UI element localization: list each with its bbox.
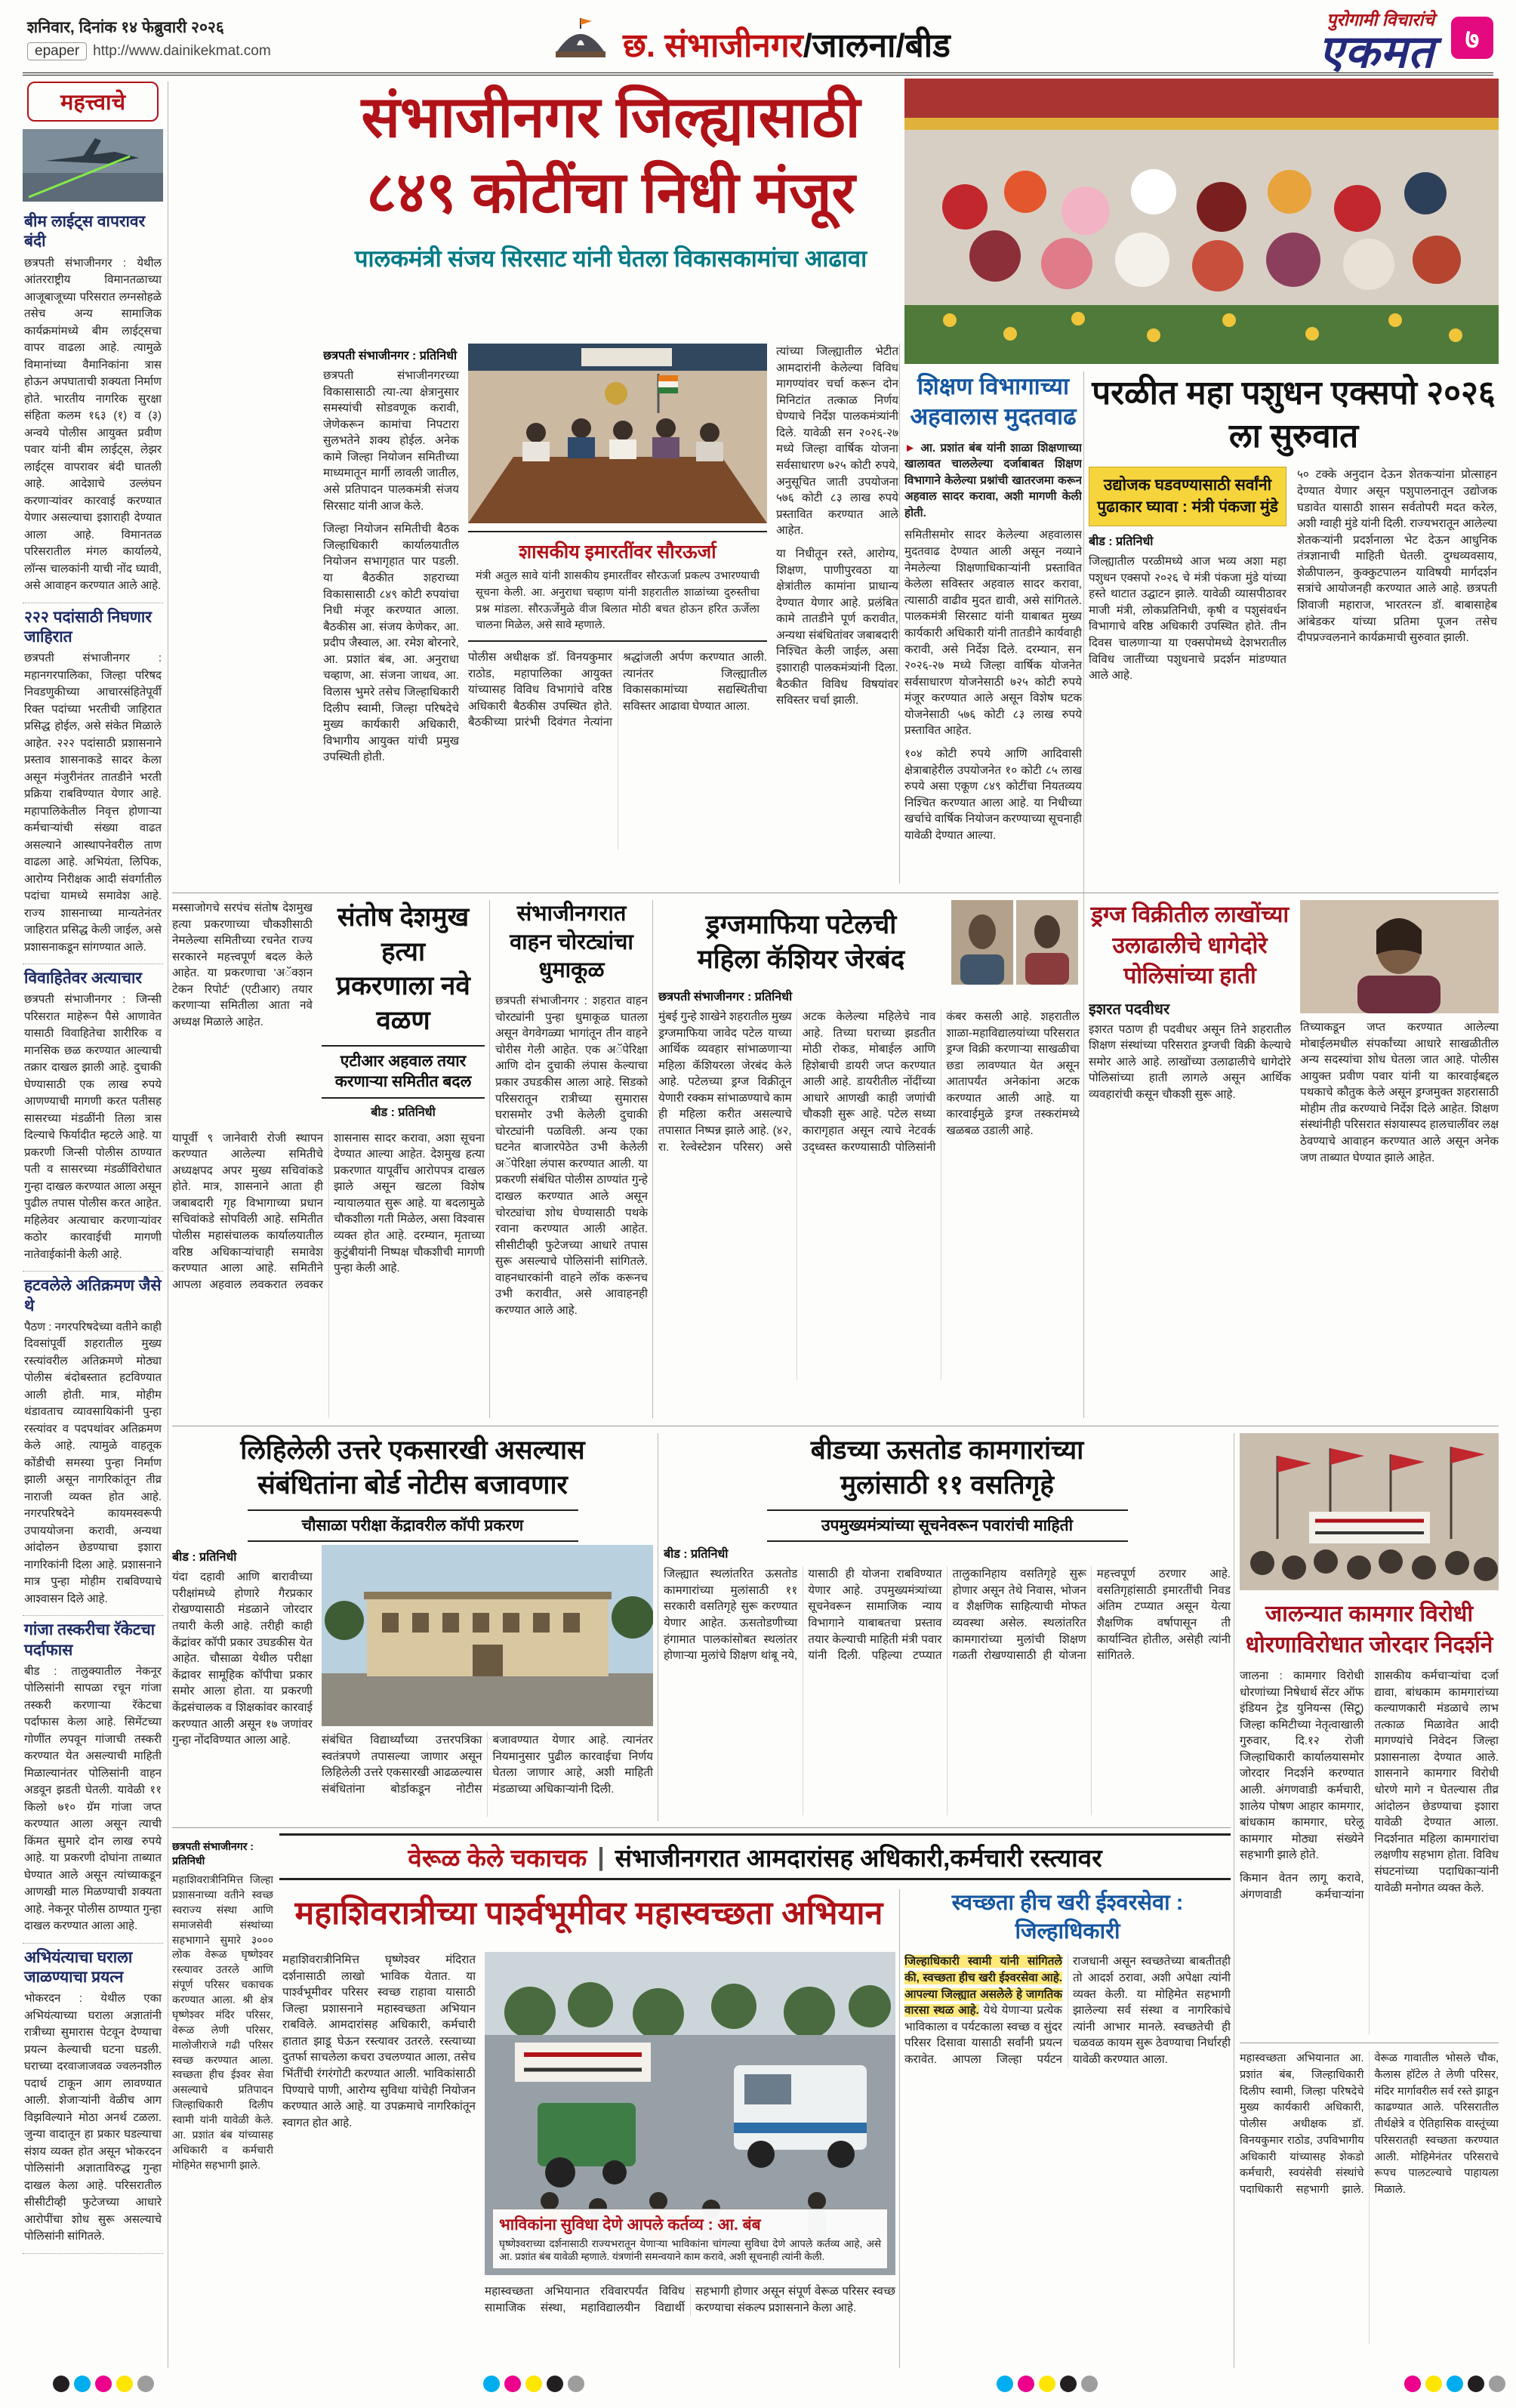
sidebar-article-headline: बीम लाईट्स वापरावर बंदी xyxy=(24,213,146,251)
main-story-byline: छत्रपती संभाजीनगर : प्रतिनिधी xyxy=(323,350,458,362)
main-story-col4 xyxy=(776,344,898,883)
pankaja-munde-quote-box: उद्योजक घडवण्यासाठी सर्वांनी पुढाकार घ्यावा : मंत्री पंकजा मुंडे xyxy=(1089,467,1286,526)
sidebar-article-headline: २२२ पदांसाठी निघणार जाहिरात xyxy=(24,608,152,646)
solar-inset-box xyxy=(468,531,767,642)
main-story-paragraph: त्यांच्या जिल्ह्यातील भेटीत आमदारांनी केलेल्या विविध मागण्यांवर चर्चा करून दोन मिनिटांत तत्काळ निर्णय घेण्याचे निर्देश पालकमंत्र्यांनी दिले. यावेळी सन २०२६-२७ मध्ये जिल्हा वार्षिक योजना सर्वसाधारण ७२५ कोटी रुपये, अनुसूचित जाती उपयोजना ५७६ कोटी ८३ लाख रुपये प्रस्तावित करण्यात आले आहेत. xyxy=(776,345,898,538)
section-rule xyxy=(172,1827,1231,1828)
pashudhan-byline: बीड : प्रतिनिधी xyxy=(1089,535,1154,549)
suspect-mugshot-photo xyxy=(1016,900,1078,985)
sidebar-article xyxy=(23,208,163,603)
exam-center-photo xyxy=(322,1545,653,1726)
main-story-body xyxy=(323,344,898,883)
copy-case-body: यंदा दहावी आणि बारावीच्या परीक्षांमध्ये होणारे गैरप्रकार रोखण्यासाठी मंडळाने जोरदार तयारी केली आहे. तरीही काही केंद्रांवर कॉपी प्रकार उघडकीस येत आहेत. चौसाळा येथील परीक्षा केंद्रावर सामूहिक कॉपीचा प्रकार समोर आला होता. या प्रकरणी केंद्रसंचालक व शिक्षकांवर कारवाई करण्यात आली असून १७ जणांवर गुन्हा नोंदविण्यात आला आहे. xyxy=(172,1571,313,1747)
sidebar-section-title: महत्त्वाचे xyxy=(27,82,159,122)
copy-case-headline-line1: लिहिलेली उत्तरे एकसारखी असल्यास xyxy=(240,1435,585,1465)
cleanup-continuation: महास्वच्छता अभियानात आ. प्रशांत बंब, जिल्हाधिकारी दिलीप स्वामी, जिल्हा परिषदेचे मुख्य कार्यकारी अधिकारी, पोलीस अधीक्षक डॉ. विनयकुमार राठोड, उपविभागीय अधिकारी यांच्यासह शेकडो कर्मचारी, स्वयंसेवी संस्थांचे पदाधिकारी सहभागी झाले. वेरूळ गावातील भोसले चौक, कैलास हॉटेल ते लेणी परिसर, मंदिर मार्गावरील सर्व रस्ते झाडून काढण्यात आले. परिसरातील तीर्थक्षेत्रे व ऐतिहासिक वास्तूंच्या परिसरातही स्वच्छता करण्यात आली. मोहिमेनंतर परिसराचे रूपच पालटल्याचे पाहायला मिळाले. xyxy=(1240,2052,1499,2196)
verul-strip xyxy=(279,1833,1231,1880)
main-story-center xyxy=(468,344,767,883)
santosh-headline-line1: संतोष देशमुख हत्या xyxy=(337,902,470,967)
edition-title xyxy=(623,21,951,66)
education-body: १०४ कोटी रुपये आणि आदिवासी क्षेत्राबाहेरील उपयोजनेत १० कोटी ८५ लाख रुपये असा एकूण ८४९ कोटींचा नियतव्यय निश्चित करण्यात आला आहे. या निधीच्या खर्चाचे वार्षिक नियोजन करण्याच्या सूचनाही यावेळी देण्यात आल्या. xyxy=(904,748,1082,842)
sidebar-article-headline: अभियंत्याचा घराला जाळण्याचा प्रयत्न xyxy=(24,1948,133,1986)
copy-case-col1 xyxy=(172,1545,313,1821)
jalna-protest-photo xyxy=(1240,1433,1499,1590)
print-registration-marks xyxy=(997,2376,1098,2392)
cleanup-drive-photo xyxy=(485,1952,895,2275)
pashudhan-headline: परळीत महा पशुधन एक्सपो २०२६ ला सुरुवात xyxy=(1092,375,1496,455)
brand-tagline: पुरोगामी विचारांचे xyxy=(1326,10,1434,29)
edition-main: छ. संभाजीनगर xyxy=(623,27,803,64)
main-headline-line2: ८४९ कोटींचा निधी मंजूर xyxy=(366,161,855,226)
drug-cashier-article xyxy=(658,900,1080,1418)
hostels-headline-line1: बीडच्या ऊसतोड कामगारांच्या xyxy=(810,1435,1084,1465)
suspect-mugshot-photo xyxy=(951,900,1013,985)
santosh-intro-col: मस्साजोगचे सरपंच संतोष देशमुख हत्या प्रकरणाच्या चौकशीसाठी नेमलेल्या समितीच्या रचनेत राज्य सरकारने महत्त्वपूर्ण बदल केले आहेत. या प्रकरणाचा 'अॅक्शन टेकन रिपोर्ट' (एटीआर) तयार करणाऱ्या समितीला आता नवे अध्यक्ष मिळाले आहेत. xyxy=(172,902,313,1029)
sidebar-article xyxy=(23,1272,163,1616)
cleanup-below-photo xyxy=(485,2283,895,2368)
sidebar-article-body: बीड : तालुक्यातील नेकनूर पोलिसांनी सापळा रचून गांजा तस्करी करणाऱ्या रॅकेटचा पर्दाफास केला आहे. सिमेंटच्या गोणींत लपवून गांजाची तस्करी करण्यात येत असल्याची माहिती मिळाल्यानंतर पोलिसांनी वाहन अडवून झडती घेतली. यावेळी ११ किलो ७१० ग्रॅम गांजा जप्त करण्यात आला असून त्याची किंमत सुमारे दोन लाख रुपये आहे. या प्रकरणी दोघांना ताब्यात घेण्यात आले असून त्यांच्याकडून आणखी माल मिळण्याची शक्यता आहे. नेकनूर पोलीस ठाण्यात गुन्हा दाखल करण्यात आला आहे. xyxy=(24,1664,162,1933)
column-rule xyxy=(899,1889,900,2368)
collector-headline: स्वच्छता हीच खरी ईश्वरसेवा : जिल्हाधिकारी xyxy=(951,1891,1184,1944)
solar-inset-title: शासकीय इमारतींवर सौरऊर्जा xyxy=(519,541,716,563)
bullet-arrow-icon: ► xyxy=(904,441,917,455)
airplane-laser-photo xyxy=(23,129,163,202)
copy-case-article xyxy=(172,1433,653,1821)
sidebar-article-body: भोकरदन : येथील एका अभियंत्याच्या घराला अज्ञातांनी रात्रीच्या सुमारास पेटवून देण्याचा प्रयत्न केल्याची घटना घडली. घराच्या दरवाजाजवळ ज्वलनशील पदार्थ टाकून आग लावण्यात आली. शेजाऱ्यांनी वेळीच आग विझविल्याने मोठा अनर्थ टळला. जुन्या वादातून हा प्रकार घडल्याचा संशय व्यक्त होत असून भोकरदन पोलिसांनी अज्ञाताविरुद्ध गुन्हा दाखल केला आहे. परिसरातील सीसीटीव्ही फुटेजच्या आधारे आरोपींचा शोध सुरू असल्याचे पोलिसांनी सांगितले. xyxy=(24,1992,162,2243)
sidebar-article-body: छत्रपती संभाजीनगर : महानगरपालिका, जिल्हा परिषद निवडणुकीच्या आचारसंहितेपूर्वी रिक्त पदांच्या भरतीची जाहिरात प्रसिद्ध होईल, असे संकेत मिळाले आहेत. २२२ पदांसाठी प्रशासनाने प्रस्ताव शासनाकडे सादर केला असून मंजुरीनंतर तातडीने भरती प्रक्रिया राबविण्यात येणार आहे. महापालिकेतील निवृत्त होणाऱ्या कर्मचाऱ्यांची संख्या वाढत असल्याने आस्थापनेवरील ताण वाढला आहे. अभियंता, लिपिक, आरोग्य निरीक्षक आदी संवर्गातील पदांचा यामध्ये समावेश आहे. राज्य शासनाच्या मान्यतेनंतर जाहिरात प्रसिद्ध केली जाईल, असे प्रशासनाकडून सांगण्यात आले. xyxy=(24,652,162,954)
hostels-byline: बीड : प्रतिनिधी xyxy=(664,1548,729,1562)
pashudhan-col-left xyxy=(1089,467,1286,859)
sidebar-article-body: छत्रपती संभाजीनगर : जिन्सी परिसरात माहेरून पैसे आणावेत यासाठी विवाहितेचा शारीरिक व मानसिक छळ करण्यात आल्याची तक्रार दाखल झाली आहे. दुचाकी घेण्यासाठी एक लाख रुपये आणण्याची मागणी करत पतीसह सासरच्या मंडळींनी तिला त्रास दिल्याचे फिर्यादीत म्हटले आहे. या प्रकरणी जिन्सी पोलीस ठाण्यात पती व सासरच्या मंडळींविरोधात गुन्हा दाखल करण्यात आला असून पुढील तपास पोलीस करत आहेत. महिलेवर अत्याचार करणाऱ्यांवर कठोर कारवाईची मागणी नातेवाईकांनी केली आहे. xyxy=(24,993,162,1261)
sidebar-article xyxy=(23,1616,163,1944)
santosh-byline: बीड : प्रतिनिधी xyxy=(371,1105,436,1119)
drug-cashier-body: मुंबई गुन्हे शाखेने शहरातील मुख्य ड्रग्जमाफिया जावेद पटेल याच्या आर्थिक व्यवहार सांभाळणाऱ्या महिला कॅशियरला जेरबंद केले आहे. पटेलच्या ड्रग्ज विक्रीतून येणारी रक्कम सांभाळण्याचे काम ही महिला करीत असल्याचे तपासात निष्पन्न झाले आहे. (४२, रा. रेल्वेस्टेशन परिसर) असे अटक केलेल्या महिलेचे नाव आहे. तिच्या घराच्या झडतीत मोठी रोकड, मोबाईल आणि हिशेबाची डायरी जप्त करण्यात आली आहे. डायरीतील नोंदींच्या आधारे आणखी काही जणांची चौकशी सुरू आहे. पटेल सध्या कारागृहात असून त्याचे नेटवर्क उद्ध्वस्त करण्यासाठी पोलिसांनी कंबर कसली आहे. शहरातील शाळा-महाविद्यालयांच्या परिसरात ड्रग्ज विक्री करणाऱ्या साखळीचा छडा लावण्यात येत असून आतापर्यंत अनेकांना अटक करण्यात आली आहे. या कारवाईमुळे ड्रग्ज तस्करांमध्ये खळबळ उडाली आहे. xyxy=(658,1010,1080,1154)
hostels-subhead-box: उपमुख्यमंत्र्यांच्या सूचनेवरून पवारांची माहिती xyxy=(767,1509,1128,1542)
copy-case-subhead-box: चौसाळा परीक्षा केंद्रावरील कॉपी प्रकरण xyxy=(248,1509,578,1542)
cleanup-headline: महाशिवरात्रीच्या पार्श्वभूमीवर महास्वच्छता अभियान xyxy=(294,1895,883,1932)
drug-network-headline: ड्रग्ज विक्रीतील लाखोंच्या उलाढालीचे धागेदोरे पोलिसांच्या हाती xyxy=(1090,902,1290,988)
column-rule xyxy=(1083,372,1084,1418)
verul-strip-divider: | xyxy=(597,1842,605,1870)
main-headline-line1: संभाजीनगर जिल्ह्यासाठी xyxy=(361,85,861,150)
masthead xyxy=(23,10,1493,78)
print-registration-marks xyxy=(483,2376,584,2392)
photo-caption-box xyxy=(492,2209,888,2269)
edition-logo-icon xyxy=(551,12,610,62)
main-story-paragraph: छत्रपती संभाजीनगरच्या विकासासाठी त्या-त्या क्षेत्रानुसार समस्यांची सोडवणूक करावी, जेणेकरून कामांचा निपटारा सुलभतेने शक्य होईल. अनेक कामे जिल्हा नियोजन समितीच्या माध्यमातून मार्गी लावली जातील, असे प्रतिपादन पालकमंत्री संजय सिरसाट यांनी आज केले. xyxy=(323,369,459,513)
santosh-deshmukh-article xyxy=(172,900,485,1418)
ishrat-pathan-photo xyxy=(1300,900,1499,1013)
drug-network-body-left: इशरत पठाण ही पदवीधर असून तिने शहरातील शिक्षण संस्थांच्या परिसरात ड्रग्जची विक्री केल्याचे समोर आले आहे. लाखोंच्या उलाढालीचे धागेदोरे पोलिसांच्या हाती लागले असून आर्थिक व्यवहारांची कसून चौकशी सुरू आहे. xyxy=(1089,1022,1291,1101)
drug-cashier-headline-line2: महिला कॅशियर जेरबंद xyxy=(697,944,905,974)
collector-body: येथे येणाऱ्या प्रत्येक भाविकाला व पर्यटकाला स्वच्छ व सुंदर परिसर दिसावा यासाठी सर्वांनी प्रयत्न करावेत. आपला जिल्हा पर्यटन राजधानी असून स्वच्छतेच्या बाबतीतही तो आदर्श ठरावा, अशी अपेक्षा त्यांनी व्यक्त केली. या मोहिमेत सहभागी झालेल्या सर्व संस्था व नागरिकांचे त्यांनी आभार मानले. स्वच्छतेची ही चळवळ कायम सुरू ठेवण्याचा निर्धारही यावेळी करण्यात आला. xyxy=(904,1955,1231,2066)
main-story-col1 xyxy=(323,344,459,883)
epaper-button[interactable]: epaper xyxy=(27,42,87,60)
santosh-subhead-box: एटीआर अहवाल तयार करणाऱ्या समितीत बदल xyxy=(322,1045,485,1099)
copy-case-below-photo: संबंधित विद्यार्थ्यांच्या उत्तरपत्रिका स्वतंत्रपणे तपासल्या जाणार असून लिहिलेली उत्तरे एकसारखी आढळल्यास संबंधितांना बोर्डाकडून नोटीस बजावण्यात येणार आहे. त्यानंतर नियमानुसार पुढील कारवाईचा निर्णय घेतला जाणार आहे, अशी माहिती मंडळाच्या अधिकाऱ्यांनी दिली. xyxy=(322,1734,653,1796)
hostels-article xyxy=(664,1433,1231,1821)
pashudhan-body-left: जिल्ह्यातील परळीमध्ये आज भव्य अशा महा पशुधन एक्सपो २०२६ चे मंत्री पंकजा मुंडे यांच्या हस्ते थाटात उद्घाटन झाले. यावेळी व्यासपीठावर माजी मंत्री, लोकप्रतिनिधी, कृषी व पशुसंवर्धन विभागाचे वरिष्ठ अधिकारी उपस्थित होते. तीन दिवस चालणाऱ्या या एक्सपोमध्ये देशभरातील विविध जातींच्या पशुधनाचे प्रदर्शन मांडण्यात आले आहे. xyxy=(1089,555,1286,683)
verul-strip-lead: वेरूळ केले चकाचक xyxy=(408,1843,587,1872)
main-story-headline-block xyxy=(323,80,898,274)
expo-inauguration-photo xyxy=(904,79,1499,364)
drug-network-article xyxy=(1089,900,1499,1418)
site-url[interactable]: http://www.dainikekmat.com xyxy=(93,43,271,59)
cleanup-mid-text: महाशिवरात्रीनिमित्त घृष्णेश्वर मंदिरात दर्शनासाठी लाखो भाविक येतात. या पार्श्वभूमीवर परिसर स्वच्छ राहावा यासाठी जिल्हा प्रशासनाने महास्वच्छता अभियान राबविले. आमदारांसह अधिकारी, कर्मचारी हातात झाडू घेऊन रस्त्यावर उतरले. रस्त्याच्या दुतर्फा साचलेला कचरा उचलण्यात आला, तसेच भिंतींची रंगरंगोटी करण्यात आली. भाविकांसाठी पिण्याचे पाणी, आरोग्य सुविधा यांचेही नियोजन करण्यात आले आहे. या उपक्रमाचे नागरिकांतून स्वागत होत आहे. xyxy=(282,1953,476,2129)
sidebar-article-body: पैठण : नगरपरिषदेच्या वतीने काही दिवसांपूर्वी शहरातील मुख्य रस्त्यांवरील अतिक्रमणे मोठ्या पोलीस बंदोबस्तात हटविण्यात आली होती. मात्र, मोहीम थंडावताच व्यावसायिकांनी पुन्हा रस्त्यांवर व पदपथांवर अतिक्रमण केले आहे. त्यामुळे वाहतूक कोंडीची समस्या पुन्हा निर्माण झाली असून नागरिकांतून तीव्र नाराजी व्यक्त होत आहे. नगरपरिषदेने कायमस्वरूपी उपाययोजना करावी, अन्यथा आंदोलन छेडण्याचा इशारा नागरिकांनी दिला आहे. प्रशासनाने मात्र पुन्हा मोहीम राबविण्याचे आश्वासन दिले आहे. xyxy=(24,1320,162,1605)
vehicle-theft-body: छत्रपती संभाजीनगर : शहरात वाहन चोरट्यांनी पुन्हा धुमाकूळ घातला असून वेगवेगळ्या भागांतून तीन वाहने चोरीस गेली आहेत. एक अॅपेरिक्षा आणि दोन दुचाकी लंपास केल्याचा प्रकार उघडकीस आला आहे. सिडको परिसरातून रात्रीच्या सुमारास घरासमोर उभी केलेली दुचाकी चोरट्यांनी पळविली. अन्य एका घटनेत बाजारपेठेत उभी केलेली अॅपेरिक्षा लंपास करण्यात आली. या प्रकरणी संबंधित पोलीस ठाण्यांत गुन्हे दाखल करण्यात आले असून चोरट्यांचा शोध घेण्यासाठी पथके रवाना करण्यात आली आहेत. सीसीटीव्ही फुटेजच्या आधारे तपास सुरू असल्याचे पोलिसांनी सांगितले. वाहनधारकांनी वाहने लॉक करूनच उभी करावीत, असे आवाहनही करण्यात आले आहे. xyxy=(495,994,648,1318)
verul-strip-rest: संभाजीनगरात आमदारांसह अधिकारी,कर्मचारी रस्त्यावर xyxy=(615,1843,1102,1872)
drug-network-body-right: तिच्याकडून जप्त करण्यात आलेल्या मोबाईलमधील संपर्कांच्या आधारे साखळीतील अन्य सदस्यांचा शोध घेतला जात आहे. पोलीस आयुक्त प्रवीण पवार यांनी या कारवाईबद्दल पथकाचे कौतुक केले असून ड्रग्जमुक्त शहरासाठी मोहीम तीव्र करण्याचे निर्देश दिले आहेत. शिक्षण संस्थांनीही परिसरात संशयास्पद हालचालींवर लक्ष ठेवण्याचे आवाहन करण्यात आले असून अनेक जण ताब्यात घेण्यात झाले आहेत. xyxy=(1300,1021,1499,1164)
column-rule xyxy=(652,900,653,1418)
santosh-headline-line2: प्रकरणाला नवे वळण xyxy=(336,971,470,1035)
pashudhan-col-right xyxy=(1297,467,1497,859)
column-rule xyxy=(489,900,490,1418)
main-subheadline: पालकमंत्री संजय सिरसाट यांनी घेतला विकासकामांचा आढावा xyxy=(354,245,867,272)
cleanup-byline: छत्रपती संभाजीनगर : प्रतिनिधी xyxy=(172,1840,254,1867)
sidebar-article-headline: हटवलेले अतिक्रमण जैसे थे xyxy=(24,1277,162,1315)
brand-block xyxy=(1170,10,1434,78)
drug-cashier-byline: छत्रपती संभाजीनगर : प्रतिनिधी xyxy=(658,991,793,1004)
sidebar-article xyxy=(23,964,163,1272)
jalna-paragraph: जालना : कामगार विरोधी धोरणांच्या निषेधार्थ सेंटर ऑफ इंडियन ट्रेड युनियन्स (सिटू) जिल्हा कमिटीच्या नेतृत्वाखाली गुरुवार, दि.१२ रोजी जिल्हाधिकारी कार्यालयासमोर जोरदार निदर्शने करण्यात आली. अंगणवाडी कर्मचारी, शालेय पोषण आहार कामगार, बांधकाम कामगार, घरेलू कामगार मोठ्या संख्येने सहभागी झाले होते. xyxy=(1240,1670,1364,1862)
masthead-rule xyxy=(23,72,1493,76)
main-story-paragraph: या निधीतून रस्ते, आरोग्य, शिक्षण, पाणीपुरवठा या क्षेत्रांतील कामांना प्राधान्य देण्यात येणार आहे. प्रलंबित कामे तातडीने पूर्ण करावीत, अन्यथा संबंधितांवर जबाबदारी निश्चित केली जाईल, असा इशाराही पालकमंत्र्यांनी दिला. बैठकीत विविध विषयांवर सविस्तर चर्चा झाली. xyxy=(776,547,898,708)
sidebar-article xyxy=(23,603,163,965)
sidebar-article-headline: विवाहितेवर अत्याचार xyxy=(24,970,143,987)
cleanup-below-text: महास्वच्छता अभियानात रविवारपर्यंत विविध सामाजिक संस्था, महाविद्यालयीन विद्यार्थी सहभागी होणार असून संपूर्ण वेरूळ परिसर स्वच्छ करण्याचा संकल्प प्रशासनाने केला आहे. xyxy=(485,2285,895,2314)
education-bullet-text: आ. प्रशांत बंब यांनी शाळा शिक्षणाच्या खालावत चाललेल्या दर्जाबाबत शिक्षण विभागाने केलेल्या प्रश्नांची खातरजमा करून अहवाल सादर करावा, अशी मागणी केली होती. xyxy=(904,441,1082,520)
jalna-headline: जालन्यात कामगार विरोधी धोरणाविरोधात जोरदार निदर्शने xyxy=(1245,1602,1493,1657)
sidebar-article-body: छत्रपती संभाजीनगर : येथील आंतरराष्ट्रीय विमानतळाच्या आजूबाजूच्या परिसरात लग्नसोहळे तसेच अन्य सामाजिक कार्यक्रमांमध्ये बीम लाईट्सचा वापर वाढला आहे. त्यामुळे विमानांच्या वैमानिकांना त्रास होऊन अपघाताची शक्यता निर्माण होते. भारतीय नागरिक सुरक्षा संहिता कलम १६३ (१) व (३) अन्वये पोलीस आयुक्त प्रवीण पवार यांनी बीम लाईट्स, लेझर लाईट्स वापरावर बंदी घातली आहे. आदेशाचे उल्लंघन करणाऱ्यांवर कारवाई करण्यात येणार असल्याचा इशाराही देण्यात आला आहे. विमानतळ परिसरातील मंगल कार्यालये, लॉन्स चालकांनी याची नोंद घ्यावी, असे आवाहन करण्यात आले आहे. xyxy=(24,256,162,592)
education-headline: शिक्षण विभागाच्या अहवालास मुदतवाढ xyxy=(910,373,1077,430)
copy-case-byline: बीड : प्रतिनिधी xyxy=(172,1551,237,1565)
main-story-mid-text: पोलीस अधीक्षक डॉ. विनयकुमार राठोड, महापालिका आयुक्त यांच्यासह विविध विभागांचे वरिष्ठ अधिकारी बैठकीस उपस्थित होते. बैठकीच्या प्रारंभी दिवंगत नेत्यांना श्रद्धांजली अर्पण करण्यात आली. त्यानंतर जिल्ह्यातील विकासकामांच्या सद्यस्थितीचा सविस्तर आढावा घेण्यात आला. xyxy=(468,651,767,729)
hostels-headline-line2: मुलांसाठी ११ वसतिगृहे xyxy=(840,1469,1054,1500)
education-report-article xyxy=(904,372,1082,883)
vehicle-theft-headline: संभाजीनगरात वाहन चोरट्यांचा धुमाकूळ xyxy=(510,902,633,983)
date-line: शनिवार, दिनांक १४ फेब्रुवारी २०२६ xyxy=(27,19,224,36)
important-news-sidebar xyxy=(23,82,163,2368)
column-rule xyxy=(899,344,900,883)
sidebar-article xyxy=(23,1944,163,2254)
cleanup-left-col xyxy=(172,1836,273,2368)
education-body: समितीसमोर सादर केलेल्या अहवालास मुदतवाढ देण्यात आली असून नव्याने नेमलेल्या शिक्षणाधिकाऱ्यांनी प्रस्तावित केलेला सविस्तर अहवाल सादर करावा, त्यासाठी वाढीव मुदत द्यावी, असे सांगितले. पालकमंत्री सिरसाट यांनी याबाबत मुख्य कार्यकारी अधिकारी यांनी तातडीने कार्यवाही करावी, असे निर्देश दिले. दरम्यान, सन २०२६-२७ मध्ये जिल्हा वार्षिक योजनेत सर्वसाधारण योजनेसाठी ७२५ कोटी रुपये मंजूर करण्यात आले असून विशेष घटक योजनेसाठी ५७६ कोटी ८३ लाख रुपये प्रस्तावित आहेत. xyxy=(904,529,1082,738)
vehicle-theft-article xyxy=(495,900,648,1418)
pashudhan-body-right: ५० टक्के अनुदान देऊन शेतकऱ्यांना प्रोत्साहन देण्यात येणार असून पशुपालनातून उद्योजक घडावेत यासाठी शासन सर्वतोपरी मदत करेल, अशी ग्वाही मुंडे यांनी दिली. राज्यभरातून आलेल्या शेतकऱ्यांनी प्रदर्शनाला भेट देऊन आधुनिक तंत्रज्ञानाची माहिती घेतली. दुग्धव्यवसाय, शेळीपालन, कुक्कुटपालन याविषयी मार्गदर्शन सत्रांचे आयोजनही करण्यात आले आहे. छत्रपती शिवाजी महाराज, भारतरत्न डॉ. बाबासाहेब आंबेडकर यांच्या प्रतिमा पूजन तसेच दीपप्रज्वलनाने कार्यक्रमाची सुरुवात झाली. xyxy=(1297,468,1497,645)
drug-network-subhead: इशरत पदवीधर xyxy=(1089,1001,1170,1018)
cleanup-left-text: महाशिवरात्रीनिमित्त जिल्हा प्रशासनाच्या वतीने स्वच्छ स्वराज्य संस्था आणि समाजसेवी संस्थांच्या सहभागाने सुमारे ३००० लोक वेरूळ घृष्णेश्वर रस्त्यावर उतरले आणि संपूर्ण परिसर चकाचक करण्यात आला. श्री क्षेत्र घृष्णेश्वर मंदिर परिसर, वेरूळ लेणी परिसर, मालोजीराजे गढी परिसर स्वच्छ करण्यात आला. स्वच्छता हीच ईश्वर सेवा असल्याचे प्रतिपादन जिल्हाधिकारी दिलीप स्वामी यांनी यावेळी केले. आ. प्रशांत बंब यांच्यासह अधिकारी व कर्मचारी मोहिमेत सहभागी झाले. xyxy=(172,1873,273,2171)
cleanup-mid-col xyxy=(282,1952,476,2368)
print-registration-marks xyxy=(1404,2376,1505,2392)
epaper-line xyxy=(27,42,271,60)
brand-name: एकमत xyxy=(1318,26,1434,78)
drug-cashier-headline-line1: ड्रग्जमाफिया पटेलची xyxy=(705,910,897,939)
santosh-body: यापूर्वी ९ जानेवारी रोजी स्थापन करण्यात आलेल्या समितीचे अध्यक्षपद अपर मुख्य सचिवांकडे होते. मात्र, शासनाने आता ही जबाबदारी गृह विभागाच्या प्रधान सचिवांकडे सोपविली आहे. समितीत पोलीस महासंचालक कार्यालयातील वरिष्ठ अधिकाऱ्यांचाही समावेश करण्यात आला आहे. समितीने आपला अहवाल लवकरात लवकर शासनास सादर करावा, अशा सूचना देण्यात आल्या आहेत. देशमुख हत्या प्रकरणात यापूर्वीच आरोपपत्र दाखल झाले असून खटला विशेष न्यायालयात सुरू आहे. या बदलामुळे चौकशीला गती मिळेल, असा विश्वास व्यक्त होत आहे. दरम्यान, मृताच्या कुटुंबीयांनी निष्पक्ष चौकशीची मागणी पुन्हा केली आहे. xyxy=(172,1131,485,1291)
copy-case-headline-line2: संबंधितांना बोर्ड नोटीस बजावणार xyxy=(257,1469,568,1500)
planning-meeting-photo xyxy=(468,344,767,523)
collector-highlight: जिल्हाधिकारी स्वामी यांनी सांगितले की, स्वच्छता हीच खरी ईश्वरसेवा आहे. आपल्या जिल्ह्यात असलेले हे जागतिक वारसा स्थळ आहे. xyxy=(904,1955,1062,2018)
caption-title: भाविकांना सुविधा देणे आपले कर्तव्य : आ. बंब xyxy=(499,2215,761,2234)
jalna-protest-article xyxy=(1240,1433,1499,2368)
edition-rest: /जालना/बीड xyxy=(803,27,951,64)
hostels-body: जिल्ह्यात स्थलांतरित ऊसतोड कामगारांच्या मुलांसाठी ११ सरकारी वसतिगृहे सुरू करण्यात येणार आहेत. ऊसतोडणीच्या हंगामात पालकांसोबत स्थलांतर होणाऱ्या मुलांचे शिक्षण थांबू नये, यासाठी ही योजना राबविण्यात येणार आहे. उपमुख्यमंत्र्यांच्या सूचनेवरून सामाजिक न्याय विभागाने याबाबतचा प्रस्ताव तयार केल्याची माहिती मंत्री पवार यांनी दिली. पहिल्या टप्प्यात तालुकानिहाय वसतिगृहे सुरू होणार असून तेथे निवास, भोजन व शैक्षणिक साहित्याची मोफत व्यवस्था असेल. स्थलांतरित कामगारांच्या मुलांची शिक्षण गळती रोखण्यासाठी ही योजना महत्त्वपूर्ण ठरणार आहे. वसतिगृहांसाठी इमारतींची निवड अंतिम टप्प्यात असून येत्या शैक्षणिक वर्षापासून ती कार्यान्वित होतील, असेही त्यांनी सांगितले. xyxy=(664,1568,1231,1663)
jalna-body xyxy=(1240,1668,1499,2035)
jalna-paragraph: किमान वेतन लागू करावे, अंगणवाडी कर्मचाऱ्यांना शासकीय कर्मचाऱ्यांचा दर्जा द्यावा, बांधकाम कामगारांच्या कल्याणकारी मंडळाचे लाभ तत्काळ मिळावेत आदी मागण्यांचे निवेदन जिल्हा प्रशासनाला देण्यात आले. शासनाने कामगार विरोधी धोरणे मागे न घेतल्यास तीव्र आंदोलन छेडण्याचा इशारा यावेळी देण्यात आला. निदर्शनात महिला कामगारांचा लक्षणीय सहभाग होता. विविध संघटनांच्या पदाधिकाऱ्यांनी यावेळी मनोगत व्यक्त केले. xyxy=(1240,1670,1499,1901)
pashudhan-expo-article xyxy=(1089,372,1499,883)
caption-body: घृष्णेश्वराच्या दर्शनासाठी राज्यभरातून येणाऱ्या भाविकांना चांगल्या सुविधा देणे आपले कर्तव्य आहे, असे आ. प्रशांत बंब यावेळी म्हणाले. यंत्रणांनी समन्वयाने काम करावे, अशी सूचनाही त्यांनी केली. xyxy=(499,2237,881,2263)
solar-inset-body: मंत्री अतुल सावे यांनी शासकीय इमारतींवर सौरऊर्जा प्रकल्प उभारण्याची सूचना केली. आ. अनुराधा चव्हाण यांनी शहरातील शाळांच्या दुरुस्तीचा प्रश्न मांडला. सौरऊर्जेमुळे वीज बिलात मोठी बचत होऊन हरित ऊर्जेला चालना मिळेल, असे सावे म्हणाले. xyxy=(476,570,760,632)
print-registration-marks xyxy=(53,2376,154,2392)
page-number-badge: ७ xyxy=(1451,17,1493,59)
collector-article xyxy=(904,1889,1231,2368)
suspect-mugshots xyxy=(951,900,1078,985)
sidebar-article-headline: गांजा तस्करीचा रॅकेटचा पर्दाफास xyxy=(24,1621,156,1659)
main-story-paragraph: जिल्हा नियोजन समितीची बैठक जिल्हाधिकारी कार्यालयातील नियोजन सभागृहात पार पडली. या बैठकीत शहराच्या विकासासाठी ८४९ कोटी रुपयांचा निधी मंजूर करण्यात आला. बैठकीस आ. संजय केणेकर, आ. प्रदीप जैस्वाल, आ. रमेश बोरनारे, आ. प्रशांत बंब, आ. अनुराधा चव्हाण, आ. संजना जाधव, आ. विलास भुमरे तसेच जिल्हाधिकारी दिलीप स्वामी, जिल्हा परिषदेचे मुख्य कार्यकारी अधिकारी, विभागीय आयुक्त यांची प्रमुख उपस्थिती होती. xyxy=(323,523,459,764)
